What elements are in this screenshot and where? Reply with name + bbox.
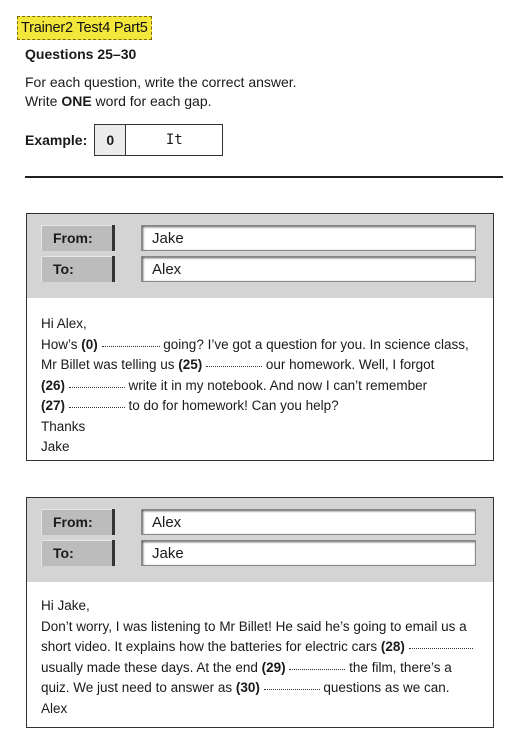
email-header (27, 498, 493, 582)
example-answer-box: It (126, 124, 223, 156)
from-field: Jake (141, 225, 476, 251)
answer-gap (69, 407, 125, 408)
email-signature: Jake (41, 439, 70, 454)
email-body (41, 314, 483, 458)
text: Mr Billet was telling us (41, 357, 179, 372)
answer-gap (206, 366, 262, 367)
gap-number: (27) (41, 398, 66, 413)
to-label: To: (41, 540, 115, 566)
answer-gap (264, 689, 320, 690)
text: quiz. We just need to answer as (41, 680, 236, 695)
text: short video. It explains how the batteries for electric cars (41, 639, 381, 654)
example-number-box: 0 (94, 124, 126, 156)
instructions (25, 73, 297, 111)
email-header (27, 214, 493, 298)
text: usually made these days. At the end (41, 659, 262, 675)
email-greeting: Hi Jake, (41, 598, 90, 613)
gap-number: (29) (261, 659, 286, 675)
text: the film, there’s a (345, 659, 452, 675)
gap-number: (0) (81, 336, 98, 352)
example-row (25, 124, 223, 156)
text: questions as we can. (319, 680, 450, 695)
text: going? I’ve got a question for you. In science class, (159, 336, 469, 352)
text: write it in my notebook. And now I can’t remember (124, 377, 428, 393)
email-greeting: Hi Alex, (41, 316, 87, 331)
email-line (41, 376, 483, 397)
email-line: Don’t worry, I was listening to Mr Billet! He said he’s going to email us a (41, 618, 467, 634)
gap-number: (26) (41, 377, 66, 393)
gap-number: (28) (380, 639, 405, 654)
to-field: Alex (141, 256, 476, 282)
email-signature: Alex (41, 700, 68, 716)
email-line (41, 637, 483, 658)
email-body (41, 596, 483, 719)
instruction-line-2 (25, 92, 297, 111)
example-label: Example: (25, 132, 88, 148)
questions-title: Questions 25–30 (25, 46, 137, 62)
email-line (41, 355, 483, 376)
email-line (41, 335, 483, 356)
answer-gap (69, 387, 125, 388)
instruction-line-2-pre: Write (25, 93, 62, 109)
from-label: From: (41, 509, 115, 535)
divider-rule (25, 176, 503, 178)
gap-number: (30) (235, 680, 260, 695)
email-jake-to-alex (26, 213, 494, 461)
instruction-line-2-post: word for each gap. (91, 93, 212, 109)
email-line (41, 658, 483, 679)
email-line (41, 678, 483, 699)
email-line (41, 396, 483, 417)
text: our homework. Well, I forgot (262, 357, 435, 372)
answer-gap (409, 648, 473, 649)
email-alex-to-jake (26, 497, 494, 728)
text: How’s (41, 336, 82, 352)
instruction-line-1: For each question, write the correct answer. (25, 74, 297, 90)
answer-gap (289, 669, 345, 670)
from-field: Alex (141, 509, 476, 535)
part-tag: Trainer2 Test4 Part5 (17, 16, 152, 40)
from-label: From: (41, 225, 115, 251)
answer-gap (102, 346, 160, 347)
to-label: To: (41, 256, 115, 282)
email-signoff: Thanks (41, 418, 86, 434)
text: to do for homework! Can you help? (124, 398, 339, 413)
instruction-line-2-bold: ONE (61, 93, 92, 109)
gap-number: (25) (178, 357, 203, 372)
to-field: Jake (141, 540, 476, 566)
